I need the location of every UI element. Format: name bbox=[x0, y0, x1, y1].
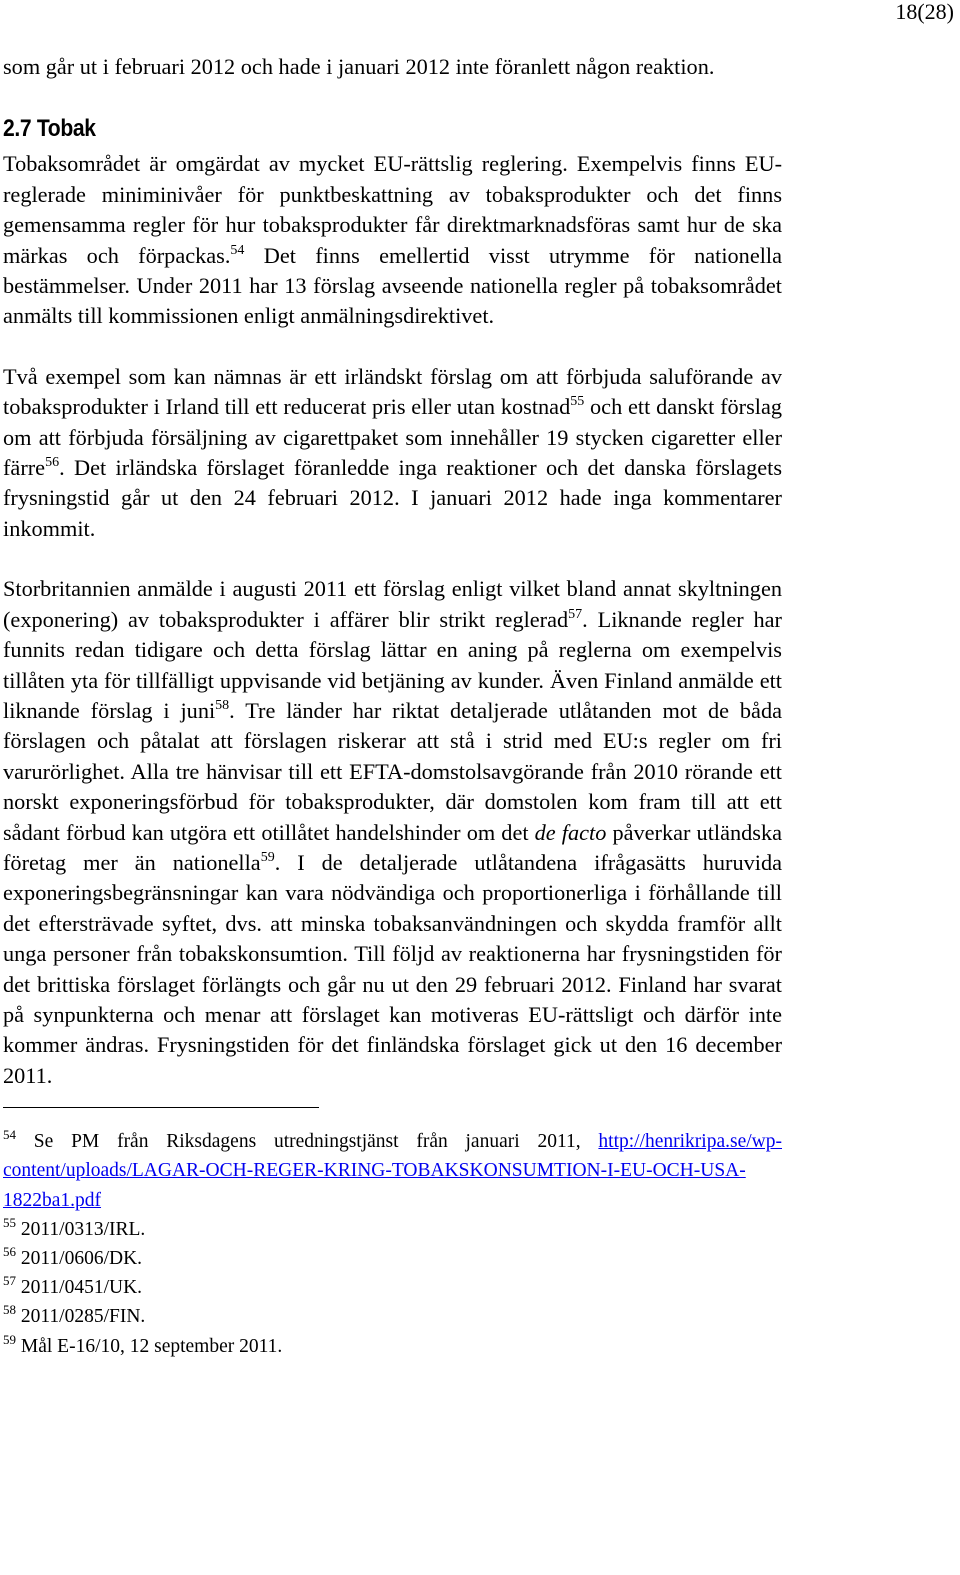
footnote-text: 2011/0285/FIN. bbox=[16, 1306, 146, 1328]
section-heading: 2.7 Tobak bbox=[3, 115, 96, 143]
italic-term: de facto bbox=[534, 819, 607, 845]
paragraph-text: . I de detaljerade utlåtandena ifrågasätts huruvida exponeringsbegränsningar kan vara nödvändiga och proportionerliga i förhållande till det eftersträvade syftet, dvs. att minska tobaksanvändningen och skydda framför allt unga personer från tobakskonsumtion. Till följd av reaktionerna har frysningstiden för det brittiska förslaget förlängts och går nu ut den 29 februari 2012. Finland har svarat på synpunkterna och menar att förslaget kan motiveras EU-rättsligt och därför inte kommer ändras. Frysningstiden för det finländska förslaget gick ut den 16 december 2011. bbox=[3, 849, 782, 1088]
footnote-ref-56[interactable]: 56 bbox=[45, 455, 60, 471]
footnote-text: Se PM från Riksdagens utredningstjänst från januari 2011, bbox=[16, 1131, 599, 1153]
footnote-ref-58[interactable]: 58 bbox=[215, 697, 230, 713]
paragraph-text: Det finns emellertid visst utrymme för nationella bestämmelser. Under 2011 har 13 förslag avseende nationella regler på tobaksområdet anmälts till kommissionen enligt anmälningsdirektivet. bbox=[3, 242, 782, 329]
footnote-link[interactable]: http://henrikripa.se/wp-content/uploads/LAGAR-OCH-REGER-KRING-TOBAKSKONSUMTION-I-EU-OCH-USA-1822ba1.pdf bbox=[3, 1131, 782, 1211]
footnote-text: 2011/0606/DK. bbox=[16, 1248, 143, 1269]
paragraph-text: Storbritannien anmälde i augusti 2011 ett förslag enligt vilket bland annat skyltningen (exponering) av tobaksprodukter i affärer blir strikt reglerad bbox=[3, 576, 782, 632]
footnote-57 bbox=[3, 1273, 782, 1302]
footnote-text: Mål E-16/10, 12 september 2011. bbox=[16, 1335, 283, 1357]
footnote-text: 2011/0313/IRL. bbox=[16, 1218, 146, 1240]
paragraph-text: Två exempel som kan nämnas är ett irländskt förslag om att förbjuda saluförande av tobaksprodukter i Irland till ett reducerat pris eller utan kostnad bbox=[3, 363, 782, 420]
footnote-54 bbox=[3, 1127, 782, 1215]
footnote-number: 58 bbox=[3, 1302, 16, 1318]
footnote-58 bbox=[3, 1302, 782, 1331]
paragraph-uk-finland bbox=[3, 574, 782, 1091]
footnote-ref-59[interactable]: 59 bbox=[260, 849, 275, 865]
footnote-ref-57[interactable]: 57 bbox=[568, 606, 583, 622]
page-number: 18(28) bbox=[895, 0, 954, 24]
footnote-56 bbox=[3, 1244, 782, 1273]
footnote-55 bbox=[3, 1215, 782, 1244]
footnote-number: 59 bbox=[3, 1331, 16, 1347]
paragraph-text: påverkar utländska företag mer än nationella bbox=[3, 819, 783, 875]
footnote-text: 2011/0451/UK. bbox=[16, 1277, 143, 1299]
footnote-number: 55 bbox=[3, 1214, 16, 1230]
footnote-59 bbox=[3, 1332, 782, 1361]
footnote-divider bbox=[3, 1107, 319, 1108]
document-body bbox=[3, 52, 782, 1361]
paragraph-text: . Tre länder har riktat detaljerade utlåtanden mot de båda förslagen och påtalat att förslagen riskerar att stå i strid med EU:s regler om fri varurörlighet. Alla tre hänvisar till ett EFTA-domstolsavgörande från 2010 rörande ett norskt exponeringsförbud för tobaksprodukter, där domstolen kom fram till att ett sådant förbud kan utgöra ett otillåtet handelshinder om det bbox=[3, 697, 782, 845]
paragraph-text: . Liknande regler har funnits redan tidigare och detta förslag lättar en aning på reglerna om exempelvis tillåten yta för tillfälligt uppvisande vid betjäning av kunder. Även Finland anmälde ett liknande förslag i juni bbox=[3, 606, 782, 723]
paragraph-examples bbox=[3, 362, 782, 544]
intro-paragraph: som går ut i februari 2012 och hade i januari 2012 inte föranlett någon reaktion. bbox=[3, 54, 715, 79]
footnote-ref-55[interactable]: 55 bbox=[570, 394, 585, 410]
footnote-ref-54[interactable]: 54 bbox=[230, 242, 245, 258]
paragraph-text: Tobaksområdet är omgärdat av mycket EU-rättslig reglering. Exempelvis finns EU-reglerade miniminivåer för punktbeskattning av tobaksprodukter och det finns gemensamma regler för hur tobaksprodukter får direktmarknadsföras samt hur de ska märkas och förpackas. bbox=[3, 151, 782, 268]
footnotes bbox=[3, 1127, 782, 1361]
footnote-number: 54 bbox=[3, 1127, 16, 1143]
paragraph-tobacco-regulation bbox=[3, 149, 782, 331]
footnote-number: 56 bbox=[3, 1244, 16, 1259]
paragraph-text: och ett danskt förslag om att förbjuda försäljning av cigarettpaket som innehåller 19 stycken cigaretter eller färre bbox=[3, 394, 783, 481]
footnote-number: 57 bbox=[3, 1273, 16, 1289]
paragraph-text: . Det irländska förslaget föranledde inga reaktioner och det danska förslagets frysningstid går ut den 24 februari 2012. I januari 2012 hade inga kommentarer inkommit. bbox=[3, 455, 782, 541]
